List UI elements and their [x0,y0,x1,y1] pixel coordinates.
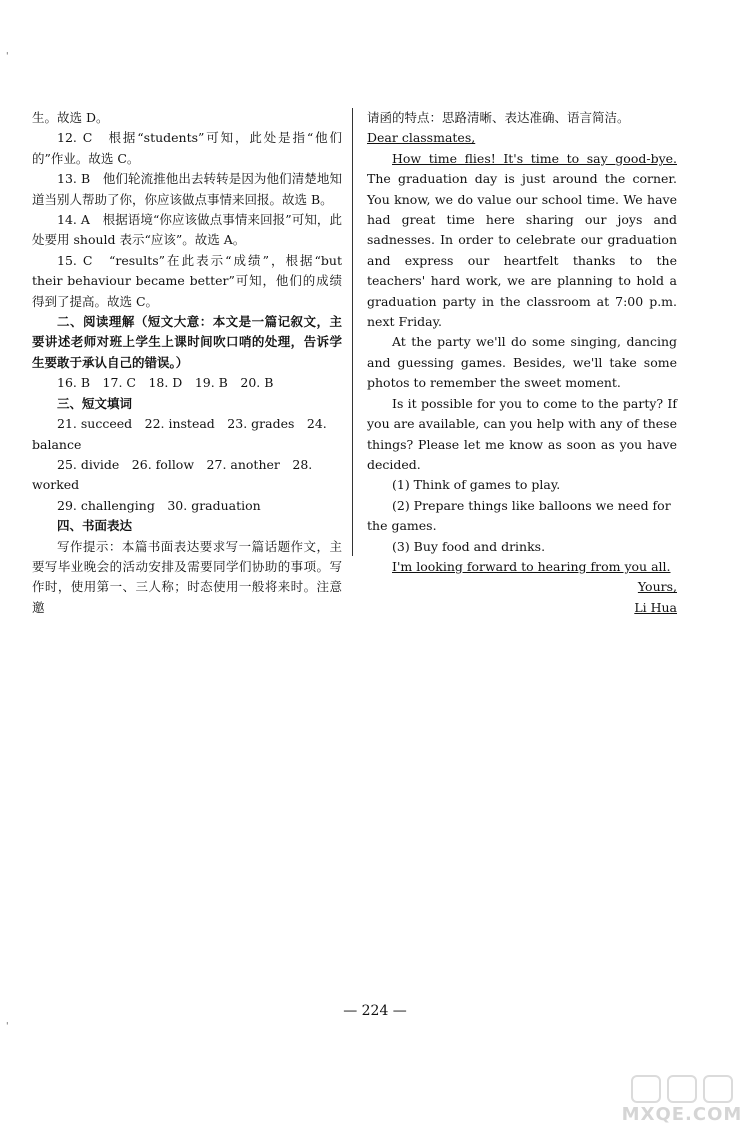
answers-29-30: 29. challenging 30. graduation [57,497,261,513]
topic-sentence: How time flies! It's time to say good-bye. [392,150,677,166]
letter-para-1-body: The graduation day is just around the corner. You know, we do value our school time. We have had great time here sharing our joys and sadnesses. In order to celebrate our graduation and express our heartfelt thanks to the teachers' hard work, we are planning to hold a graduation party in the classroom at 7:00 p.m. next Friday. [367,171,677,330]
answer-line-end: 生。故选 D。 [32,110,109,125]
letter-item-2: (2) Prepare things like balloons we need for the games. [367,497,671,534]
answers-25-28: 25. divide 26. follow 27. another 28. worked [32,456,313,493]
salutation: Dear classmates, [367,130,476,146]
answer-13: 13. B 他们轮流推他出去转转是因为他们清楚地知道当别人帮助了你，你应该做点事情来回报。故选 B。 [32,171,342,207]
answer-12: 12. C 根据“students”可知，此处是指“他们的”作业。故选 C。 [32,130,342,166]
answers-21-24: 21. succeed 22. instead 23. grades 24. balance [32,416,327,452]
watermark-icon [628,1075,736,1103]
left-column [32,108,342,618]
column-divider [352,108,353,556]
writing-tip-cont: 请函的特点：思路清晰、表达准确、语言简洁。 [367,110,630,125]
margin-mark-bottom: ' [6,1022,9,1032]
section-writing: 四、书面表达 [57,518,133,534]
section-cloze: 三、短文填词 [57,395,133,411]
letter-item-1: (1) Think of games to play. [392,477,561,493]
right-column [367,108,677,618]
page-number: — 224 — [343,1003,407,1019]
margin-mark-top: ' [6,52,9,62]
watermark-logo [620,1075,744,1127]
watermark-text: MXQE.COM [621,1104,743,1125]
letter-item-3: (3) Buy food and drinks. [392,538,546,554]
closing-sentence: I'm looking forward to hearing from you all. [392,558,671,574]
letter-para-1 [367,149,677,333]
sign-off: Yours, [637,579,677,595]
answer-14: 14. A 根据语境“你应该做点事情来回报”可知，此处要用 should 表示“应该”。故选 A。 [32,212,342,248]
answer-15: 15. C “results”在此表示“成绩”，根据“but their behaviour became better”可知，他们的成绩得到了提高。故选 C。 [32,252,342,309]
writing-tip: 写作提示：本篇书面表达要求写一篇话题作文，主要写毕业晚会的活动安排及需要同学们协助的事项。写作时，使用第一、三人称；时态使用一般将来时。注意邀 [32,538,342,615]
letter-para-2: At the party we'll do some singing, dancing and guessing games. Besides, we'll take some photos to remember the sweet moment. [367,334,677,391]
answers-16-20: 16. B 17. C 18. D 19. B 20. B [57,375,274,391]
letter-para-3: Is it possible for you to come to the party? If you are available, can you help with any of these things? Please let me know as soon as you have decided. [367,395,677,472]
section-reading: 二、阅读理解（短文大意：本文是一篇记叙文，主要讲述老师对班上学生上课时间吹口哨的处理，告诉学生要敢于承认自己的错误。） [32,314,342,370]
signature: Li Hua [634,599,677,615]
